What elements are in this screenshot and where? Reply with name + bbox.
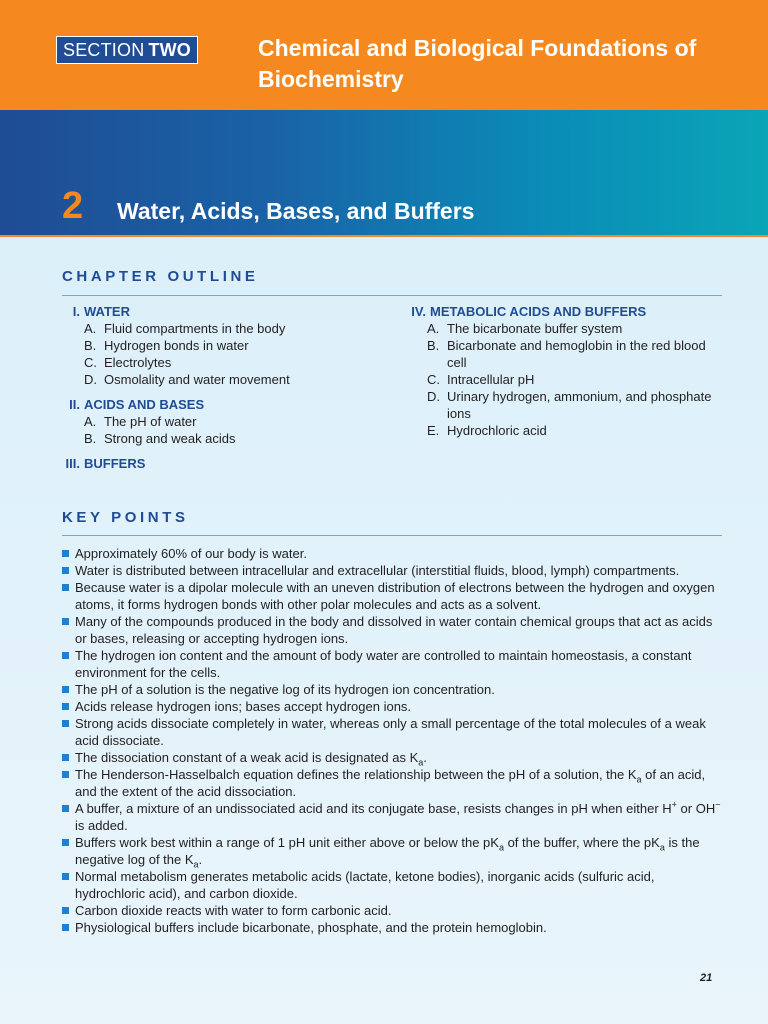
key-points-list [62,545,722,936]
outline-item-letter: D. [427,389,440,404]
outline-item-text: Electrolytes [104,355,172,370]
key-point-text: is the negative log of the K [75,835,700,867]
key-point-text: Water is distributed between intracellular and extracellular (interstitial fluids, blood, lymph) compartments. [75,563,680,578]
key-point-item [62,647,722,681]
key-point-text: of the buffer, where the pK [503,835,660,850]
key-point-text: The dissociation constant of a weak acid is designated as K [75,750,419,765]
outline-item [406,422,726,439]
outline-group [64,396,364,447]
section-number: TWO [148,40,192,60]
key-point-text: of an acid, and the extent of the acid dissociation. [75,767,706,799]
key-point-item [62,698,722,715]
bullet-icon [62,618,69,625]
key-point-text: Approximately 60% of our body is water. [75,546,307,561]
bullet-icon [62,754,69,761]
outline-item-text: Osmolality and water movement [104,372,290,387]
outline-item [64,337,364,354]
section-title: Chemical and Biological Foundations of Biochemistry [258,35,697,92]
outline-right-column [406,303,726,447]
key-point-text: . [423,750,427,765]
outline-roman-numeral: III. [65,456,80,471]
bullet-icon [62,720,69,727]
key-point-text: Strong acids dissociate completely in water, whereas only a small percentage of the total molecules of a weak acid dissociate. [75,716,706,748]
key-point-text: is added. [75,818,128,833]
subscript: a [193,859,199,870]
outline-item [406,371,726,388]
key-point-text: Normal metabolism generates metabolic acids (lactate, ketone bodies), inorganic acids (sulfuric acid, hydrochloric acid), and carbon dioxide. [75,869,655,901]
outline-group [64,455,364,472]
key-point-text: The pH of a solution is the negative log of its hydrogen ion concentration. [75,682,495,697]
bullet-icon [62,839,69,846]
section-label: SECTION [63,40,145,60]
superscript: + [671,799,677,810]
section-tag [56,36,198,64]
subscript: a [418,757,424,768]
subscript: a [659,842,665,853]
outline-item-letter: B. [84,338,97,353]
bullet-icon [62,584,69,591]
outline-item-text: The pH of water [104,414,197,429]
chapter-divider [0,235,768,237]
outline-item [406,337,726,371]
key-point-text: Physiological buffers include bicarbonate, phosphate, and the protein hemoglobin. [75,920,547,935]
bullet-icon [62,686,69,693]
outline-item-letter: D. [84,372,97,387]
outline-item [64,320,364,337]
chapter-title: Water, Acids, Bases, and Buffers [117,198,475,224]
key-points-divider [62,535,722,536]
subscript: a [636,774,642,785]
key-point-item [62,579,722,613]
key-point-item [62,545,722,562]
outline-item-letter: C. [84,355,97,370]
outline-item-text: Hydrogen bonds in water [104,338,249,353]
outline-item [64,354,364,371]
bullet-icon [62,703,69,710]
outline-item-letter: A. [84,414,97,429]
outline-item [64,413,364,430]
bullet-icon [62,550,69,557]
outline-item-text: Strong and weak acids [104,431,236,446]
superscript: − [715,799,721,810]
outline-item-text: Hydrochloric acid [447,423,547,438]
outline-group-title [64,303,364,320]
outline-item-letter: B. [84,431,97,446]
bullet-icon [62,907,69,914]
outline-group-title [406,303,726,320]
key-point-item [62,800,722,834]
outline-roman-numeral: IV. [411,304,426,319]
outline-item-text: Fluid compartments in the body [104,321,286,336]
outline-item-letter: A. [427,321,440,336]
outline-item-letter: A. [84,321,97,336]
key-point-item [62,919,722,936]
page-number: 21 [700,972,713,984]
key-points-heading: KEY POINTS [62,509,189,526]
key-point-text: The Henderson-Hasselbalch equation defines the relationship between the pH of a solution, the K [75,767,637,782]
key-point-text: Because water is a dipolar molecule with an uneven distribution of electrons between the hydrogen and oxygen atoms, it forms hydrogen bonds with other polar molecules and acts as a solvent. [75,580,715,612]
key-point-item [62,562,722,579]
outline-item-text: The bicarbonate buffer system [447,321,623,336]
outline-item [406,388,726,422]
key-point-text: Many of the compounds produced in the body and dissolved in water contain chemical groups that act as acids or bases, releasing or accepting hydrogen ions. [75,614,713,646]
subscript: a [498,842,504,853]
key-point-item [62,868,722,902]
section-banner [0,0,768,110]
key-point-text: Buffers work best within a range of 1 pH unit either above or below the pK [75,835,499,850]
outline-item [64,430,364,447]
bullet-icon [62,652,69,659]
key-point-item [62,715,722,749]
bullet-icon [62,805,69,812]
outline-group [406,303,726,439]
outline-item-text: Bicarbonate and hemoglobin in the red blood cell [447,338,706,370]
key-point-item [62,749,722,766]
outline-group [64,303,364,388]
outline-group-title [64,455,364,472]
chapter-banner [0,110,768,235]
outline-item-text: Intracellular pH [447,372,535,387]
chapter-outline-heading: CHAPTER OUTLINE [62,268,259,285]
key-point-text: The hydrogen ion content and the amount of body water are controlled to maintain homeostasis, a constant environment for the cells. [75,648,692,680]
chapter-number: 2 [62,185,84,227]
outline-roman-numeral: II. [69,397,80,412]
outline-group-title [64,396,364,413]
outline-item [406,320,726,337]
key-point-text: or OH [676,801,716,816]
outline-group-label: BUFFERS [84,456,146,471]
outline-group-label: METABOLIC ACIDS AND BUFFERS [430,304,647,319]
key-point-item [62,834,722,868]
key-point-item [62,681,722,698]
bullet-icon [62,567,69,574]
outline-item-letter: B. [427,338,440,353]
key-point-item [62,766,722,800]
outline-item-letter: C. [427,372,440,387]
bullet-icon [62,771,69,778]
outline-item-letter: E. [427,423,440,438]
outline-divider [62,295,722,296]
outline-item-text: Urinary hydrogen, ammonium, and phosphate ions [447,389,712,421]
key-point-text: . [198,852,203,867]
outline-group-label: WATER [84,304,130,319]
key-point-item [62,902,722,919]
key-point-text: A buffer, a mixture of an undissociated acid and its conjugate base, resists changes in pH when either H [75,801,672,816]
outline-group-label: ACIDS AND BASES [84,397,205,412]
key-point-text: Acids release hydrogen ions; bases accept hydrogen ions. [75,699,412,714]
key-point-text: Carbon dioxide reacts with water to form carbonic acid. [75,903,392,918]
outline-roman-numeral: I. [72,304,80,319]
outline-left-column [64,303,364,480]
bullet-icon [62,873,69,880]
outline-item [64,371,364,388]
key-point-item [62,613,722,647]
bullet-icon [62,924,69,931]
